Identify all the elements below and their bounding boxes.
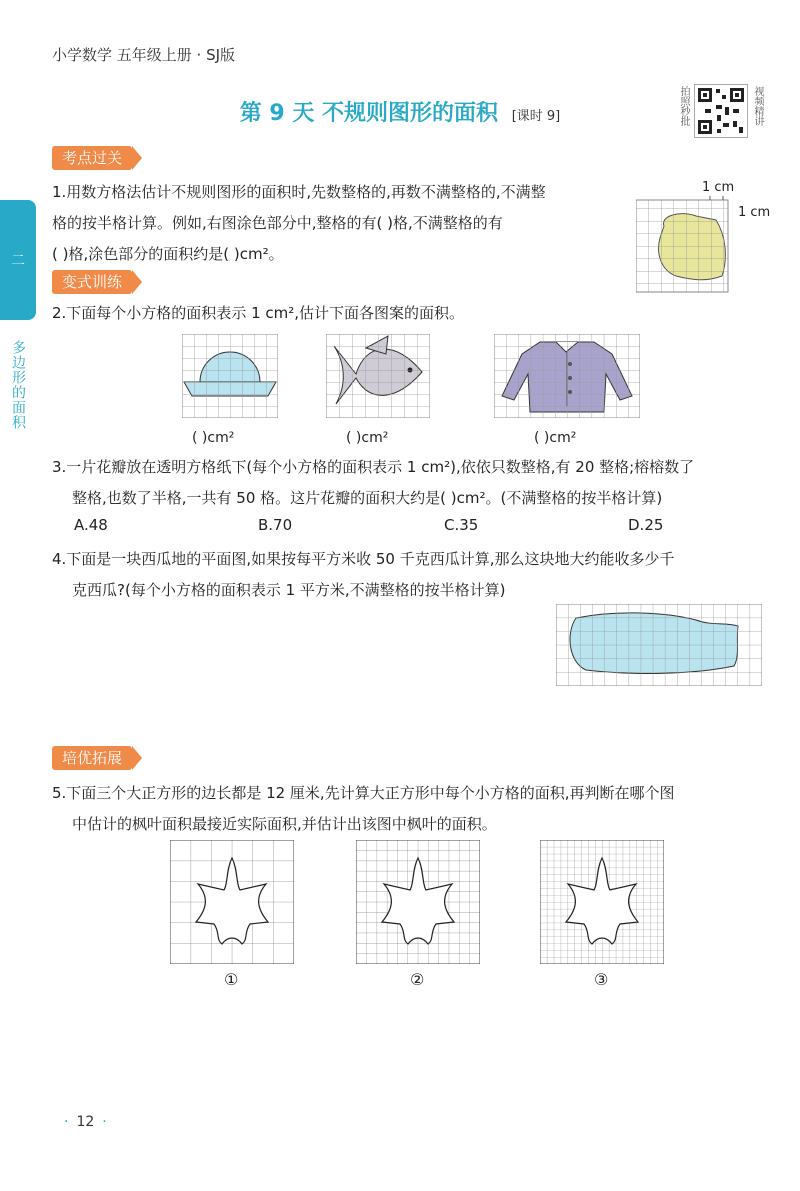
q1-line1: 1.用数方格法估计不规则图形的面积时,先数整格的,再数不满整格的,不满整: [52, 183, 546, 201]
q3-option-c[interactable]: C.35: [444, 516, 479, 534]
q3-option-a[interactable]: A.48: [74, 516, 108, 534]
q2-answer-1[interactable]: ( )cm²: [192, 430, 235, 446]
q2-answer-2[interactable]: ( )cm²: [346, 430, 389, 446]
q3-line1: 3.一片花瓣放在透明方格纸下(每个小方格的面积表示 1 cm²),依依只数整格,有 20 整格;榕榕数了: [52, 458, 695, 476]
q3-option-d[interactable]: D.25: [628, 516, 664, 534]
q2-figure-bowl: [182, 334, 278, 418]
q2-answer-3[interactable]: ( )cm²: [534, 430, 577, 446]
q1-grid-figure: [636, 196, 732, 296]
title-main: 第 9 天 不规则图形的面积: [239, 101, 499, 126]
unit-tab: [0, 200, 36, 320]
q5-grid-1: [170, 840, 294, 964]
q1-unit-width: 1 cm: [702, 180, 735, 195]
q4-line2: 克西瓜?(每个小方格的面积表示 1 平方米,不满整格的按半格计算): [72, 581, 506, 599]
qr-right-label: 视频精讲: [752, 86, 763, 126]
section-badge-1: 考点过关: [52, 146, 132, 170]
question-5: [52, 778, 792, 840]
q5-line2: 中估计的枫叶面积最接近实际面积,并估计出该图中枫叶的面积。: [72, 815, 497, 833]
section-badge-3: 培优拓展: [52, 746, 132, 770]
q2-figure-sweater: [494, 334, 640, 418]
q2-figure-fish: [326, 334, 430, 418]
page-number: · 12 ·: [64, 1114, 107, 1130]
section-badge-2: 变式训练: [52, 270, 132, 294]
q5-grid-3: [540, 840, 664, 964]
qr-left-label: 拍照秒批: [678, 86, 689, 126]
title-lesson: [课时 9]: [511, 109, 561, 124]
q1-unit-height: 1 cm: [738, 205, 771, 220]
qr-icon: [695, 85, 747, 137]
question-3: [52, 452, 792, 514]
q5-label-3: ③: [594, 970, 609, 989]
q3-line2: 整格,也数了半格,一共有 50 格。这片花瓣的面积大约是( )cm²。(不满整格的按半格计算): [72, 489, 663, 507]
page-number-value: 12: [76, 1114, 95, 1130]
q4-line1: 4.下面是一块西瓜地的平面图,如果按每平方米收 50 千克西瓜计算,那么这块地大约能收多少千: [52, 550, 675, 568]
q5-label-2: ②: [410, 970, 425, 989]
unit-number: 二: [11, 253, 25, 269]
question-1: [52, 177, 642, 270]
q5-grid-2: [356, 840, 480, 964]
q5-label-1: ①: [224, 970, 239, 989]
q3-option-b[interactable]: B.70: [258, 516, 293, 534]
qr-code[interactable]: [694, 84, 748, 138]
chapter-label: 多边形的面积: [10, 340, 26, 430]
book-header: 小学数学 五年级上册 · SJ版: [52, 46, 236, 64]
q2-text: 2.下面每个小方格的面积表示 1 cm²,估计下面各图案的面积。: [52, 304, 465, 322]
question-4: [52, 544, 792, 606]
q4-watermelon-grid: [556, 604, 762, 686]
q1-line2: 格的按半格计算。例如,右图涂色部分中,整格的有( )格,不满整格的有: [52, 214, 503, 232]
q5-line1: 5.下面三个大正方形的边长都是 12 厘米,先计算大正方形中每个小方格的面积,再判断在哪个图: [52, 784, 675, 802]
q1-line3: ( )格,涂色部分的面积约是( )cm²。: [52, 245, 284, 263]
